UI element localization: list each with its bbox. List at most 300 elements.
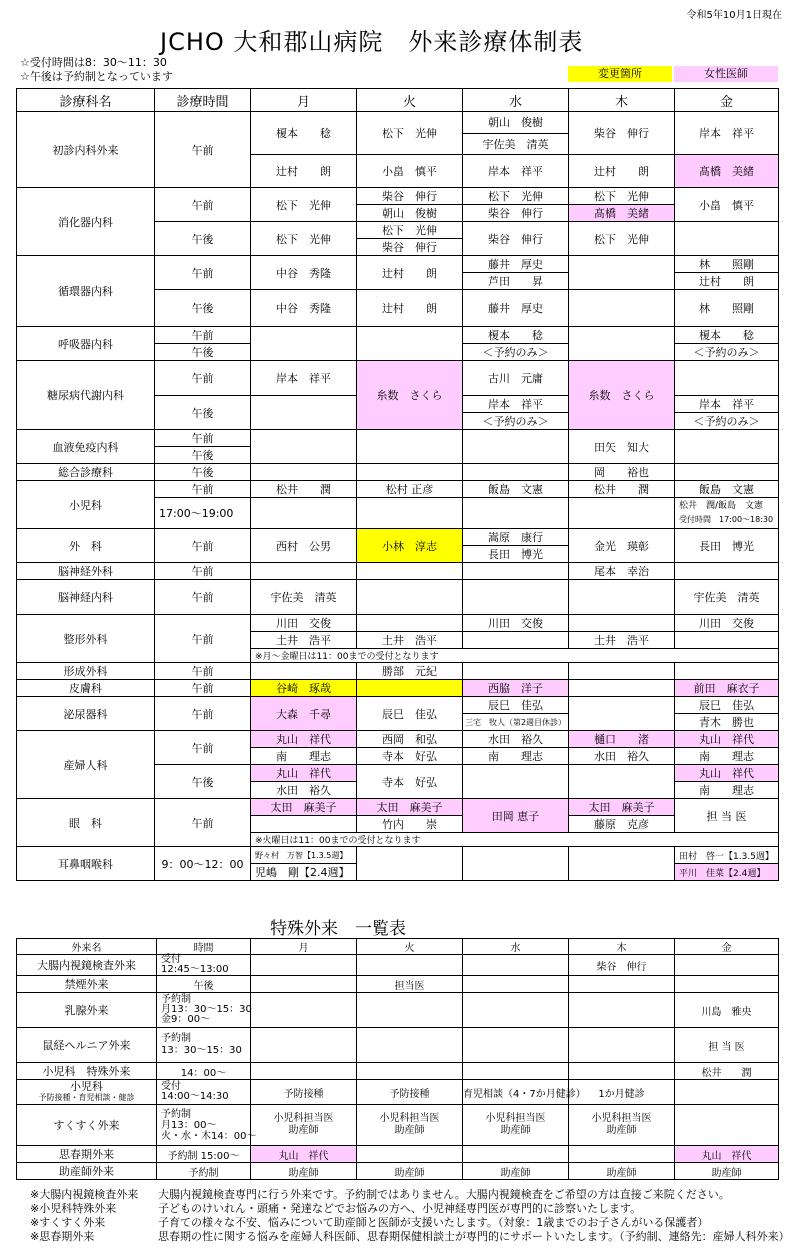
doctor-cell: 辻村 朗	[357, 290, 463, 327]
sp-name-line: 予防接種・育児相談・健診	[38, 1093, 135, 1102]
doctor-cell: 勝部 元紀	[357, 663, 463, 680]
doctor-cell	[569, 327, 675, 361]
ortho-note: ※月〜金曜日は11：00までの受付となります	[251, 649, 779, 663]
doctor-cell: 太田 麻美子	[251, 799, 357, 816]
doctor-cell: 岸本 祥平	[463, 155, 569, 188]
doctor-cell: 川田 交俊	[463, 615, 569, 632]
doctor-cell: 谷崎 琢哉	[251, 680, 357, 697]
doctor-cell: 丸山 祥代	[675, 731, 779, 748]
header-fri: 金	[675, 89, 779, 112]
dept-name: 循環器内科	[17, 256, 155, 327]
dept-name: 皮膚科	[17, 680, 155, 697]
doctor-cell: 長田 博光	[463, 546, 569, 563]
doctor-cell: 大森 千尋	[251, 697, 357, 731]
time-slot: 17:00〜19:00	[155, 498, 251, 529]
doctor-cell: 辰巳 佳弘	[463, 697, 569, 714]
doctor-cell: 寺本 好弘	[357, 748, 463, 765]
doctor-cell	[569, 680, 675, 697]
doctor-cell: 松下 光伸	[463, 188, 569, 205]
schedule-table	[16, 88, 779, 881]
dept-name: 呼吸器内科	[17, 327, 155, 361]
doctor-cell: 西脇 洋子	[463, 680, 569, 697]
doctor-cell: 松下 光伸	[357, 222, 463, 239]
sp-name: 思春期外来	[17, 1146, 157, 1163]
time-slot: 午前	[155, 799, 251, 847]
sp-cell: 予防接種	[357, 1080, 463, 1105]
time-slot: 午前	[155, 580, 251, 615]
doctor-cell: 川田 交俊	[675, 615, 779, 632]
doctor-cell: 松下 光伸	[569, 222, 675, 256]
doctor-cell	[675, 498, 779, 529]
sp-cell-line: 小児科担当医	[485, 1113, 546, 1124]
dept-name: 産婦人科	[17, 731, 155, 799]
sp-time-line: 予約制	[161, 994, 191, 1005]
special-clinic-title: 特殊外来 一覧表	[270, 919, 406, 939]
doctor-cell: 松下 光伸	[357, 112, 463, 155]
doctor-cell: 樋口 渚	[569, 731, 675, 748]
time-slot: 午前	[155, 663, 251, 680]
doctor-cell: 平川 佳菜【2.4週】	[675, 864, 779, 881]
sp-header-fri: 金	[675, 939, 779, 955]
doctor-cell: 柴谷 伸行	[569, 112, 675, 155]
doctor-cell: 青木 勝也	[675, 714, 779, 731]
doctor-cell: 水田 裕久	[463, 731, 569, 748]
sp-cell	[675, 1105, 779, 1146]
sp-cell	[357, 1063, 463, 1080]
doctor-cell	[675, 222, 779, 256]
doctor-cell	[357, 430, 463, 464]
sp-cell	[251, 1063, 357, 1080]
doctor-cell: 竹内 崇	[357, 816, 463, 833]
special-clinic-table	[16, 938, 779, 1180]
sp-cell: 予防接種	[251, 1080, 357, 1105]
sp-cell	[463, 955, 569, 976]
doctor-cell: 松下 光伸	[251, 222, 357, 256]
sp-name: 助産師外来	[17, 1163, 157, 1180]
doctor-cell	[357, 464, 463, 481]
sp-name: すくすく外来	[17, 1105, 157, 1146]
sp-time-line: 予約制	[161, 1033, 191, 1044]
doctor-cell: 朝山 俊樹	[357, 205, 463, 222]
doctor-cell	[463, 632, 569, 649]
doctor-cell: 野々村 万智【1.3.5週】	[251, 847, 357, 864]
sp-cell	[251, 1028, 357, 1063]
doctor-cell: 榎本 稔	[675, 327, 779, 344]
doctor-cell: 田矢 知大	[569, 430, 675, 464]
doctor-cell	[251, 464, 357, 481]
sp-time-line: 13：30〜15：30	[161, 1045, 242, 1056]
sp-cell	[251, 955, 357, 976]
doctor-cell: 岸本 祥平	[675, 396, 779, 413]
doctor-cell	[569, 615, 675, 632]
dept-name: 小児科	[17, 481, 155, 529]
dept-name: 泌尿器科	[17, 697, 155, 731]
sp-time: 14：00〜	[157, 1063, 251, 1080]
sp-cell	[675, 955, 779, 976]
sp-time	[157, 1105, 257, 1146]
sp-cell-line: 小児科担当医	[273, 1113, 334, 1124]
sp-time	[157, 993, 251, 1028]
doctor-cell: 宇佐美 清英	[463, 133, 569, 155]
doctor-cell	[463, 765, 569, 799]
doctor-cell: 辻村 朗	[357, 256, 463, 290]
doctor-cell: 松下 光伸	[251, 188, 357, 222]
doctor-cell: 糸数 さくら	[569, 361, 675, 430]
doctor-cell: 金光 瑛彰	[569, 529, 675, 563]
doctor-cell	[675, 430, 779, 464]
sp-cell	[251, 1105, 357, 1146]
doctor-cell	[463, 847, 569, 881]
doctor-cell	[357, 847, 463, 881]
doctor-cell: 藤井 厚史	[463, 290, 569, 327]
dept-name: 消化器内科	[17, 188, 155, 256]
doctor-cell: ＜予約のみ＞	[675, 344, 779, 361]
doctor-cell	[357, 680, 463, 697]
doctor-cell	[569, 256, 675, 290]
sp-name: 禁煙外来	[17, 976, 157, 993]
time-slot: 午後	[155, 464, 251, 481]
doctor-cell: 尾本 幸治	[569, 563, 675, 580]
sp-cell	[463, 1063, 569, 1080]
time-slot: 午後	[155, 290, 251, 327]
doctor-cell: 太田 麻美子	[569, 799, 675, 816]
sp-name: 乳腺外来	[17, 993, 157, 1028]
time-slot: 午後	[155, 222, 251, 256]
doctor-cell: 岡 裕也	[569, 464, 675, 481]
sp-cell	[357, 1028, 463, 1063]
doctor-cell: 松下 光伸	[569, 188, 675, 205]
doctor-cell: 林 照剛	[675, 290, 779, 327]
doctor-cell: 南 理志	[463, 748, 569, 765]
doctor-cell: 小畠 慎平	[675, 188, 779, 222]
doctor-cell: 岸本 祥平	[675, 112, 779, 155]
sp-time-line: 金9：00〜	[161, 1014, 211, 1025]
doctor-cell: 林 照剛	[675, 256, 779, 273]
dept-name: 外 科	[17, 529, 155, 563]
doctor-cell: 田岡 恵子	[463, 799, 569, 833]
doctor-cell: 辰巳 佳弘	[675, 697, 779, 714]
sp-header-time: 時間	[157, 939, 251, 955]
doctor-cell: 飯島 文憲	[463, 481, 569, 498]
effective-date: 令和5年10月1日現在	[686, 10, 782, 21]
time-slot: 午前	[155, 731, 251, 765]
doctor-cell	[357, 580, 463, 615]
doctor-cell	[251, 396, 357, 430]
sp-time-line: 月13：00〜	[161, 1119, 217, 1131]
sp-cell	[357, 1105, 463, 1146]
dept-name: 初診内科外来	[17, 112, 155, 188]
time-slot: 午前	[155, 430, 251, 447]
sp-cell	[463, 1028, 569, 1063]
sp-time	[157, 1028, 251, 1063]
doctor-cell: 辻村 朗	[569, 155, 675, 188]
doctor-cell: ＜予約のみ＞	[675, 413, 779, 430]
doctor-cell	[675, 464, 779, 481]
sp-cell-line: 助産師	[394, 1125, 425, 1136]
ped-evening-hours: 受付時間 17:00〜18:30	[679, 515, 774, 524]
dept-name: 耳鼻咽喉科	[17, 847, 155, 881]
sp-cell	[463, 976, 569, 993]
special-header-row	[17, 939, 779, 955]
doctor-cell	[251, 663, 357, 680]
doctor-cell: 南 理志	[675, 748, 779, 765]
time-slot: 午後	[155, 447, 251, 464]
doctor-cell: 児嶋 剛【2.4週】	[251, 864, 357, 881]
doctor-cell	[463, 498, 569, 529]
doctor-cell: ＜予約のみ＞	[463, 413, 569, 430]
time-slot: 午前	[155, 361, 251, 396]
sp-cell	[569, 976, 675, 993]
doctor-cell: 寺本 好弘	[357, 765, 463, 799]
doctor-cell: 髙橋 美緒	[569, 205, 675, 222]
doctor-cell: 辻村 朗	[251, 155, 357, 188]
sp-cell	[251, 976, 357, 993]
doctor-cell: 飯島 文憲	[675, 481, 779, 498]
doctor-cell: 水田 裕久	[251, 782, 357, 799]
doctor-cell: ＜予約のみ＞	[463, 344, 569, 361]
doctor-cell: 西岡 和弘	[357, 731, 463, 748]
sp-cell: 松井 潤	[675, 1063, 779, 1080]
dept-name: 眼 科	[17, 799, 155, 847]
time-slot: 午前	[155, 256, 251, 290]
header-thu: 木	[569, 89, 675, 112]
sp-cell: 助産師	[569, 1163, 675, 1180]
legend-female: 女性医師	[674, 66, 778, 82]
sp-cell: 柴谷 伸行	[569, 955, 675, 976]
sp-cell: 担当医	[357, 976, 463, 993]
doctor-cell	[357, 498, 463, 529]
sp-cell	[357, 1146, 463, 1163]
sp-cell-line: 助産師	[500, 1125, 531, 1136]
doctor-cell: 岸本 祥平	[251, 361, 357, 396]
sp-cell: 丸山 祥代	[675, 1146, 779, 1163]
dept-name: 脳神経外科	[17, 563, 155, 580]
doctor-cell	[463, 430, 569, 464]
doctor-cell: 朝山 俊樹	[463, 112, 569, 134]
dept-name: 形成外科	[17, 663, 155, 680]
doctor-cell: 土井 浩平	[251, 632, 357, 649]
doctor-cell: 藤原 克彦	[569, 816, 675, 833]
sp-time-line: 12:45〜13:00	[161, 964, 229, 975]
doctor-cell: 柴谷 伸行	[463, 205, 569, 222]
footnote-text: 大腸内視鏡検査専門に行う外来です。予約制ではありません。大腸内視鏡検査をご希望の方は直接ご来院ください。	[158, 1188, 730, 1201]
doctor-cell	[251, 430, 357, 464]
footnote-head: ※大腸内視鏡検査外来	[30, 1188, 139, 1201]
footnote	[30, 1228, 790, 1244]
doctor-cell	[463, 563, 569, 580]
sp-header-thu: 木	[569, 939, 675, 955]
header-mon: 月	[251, 89, 357, 112]
sp-cell: 助産師	[463, 1163, 569, 1180]
doctor-cell: 藤井 厚史	[463, 256, 569, 273]
doctor-cell: 髙橋 美緒	[675, 155, 779, 188]
doctor-cell: 柴谷 伸行	[357, 188, 463, 205]
sp-time-line: 月13：30〜15：30	[161, 1004, 252, 1015]
doctor-cell	[675, 663, 779, 680]
sp-time	[157, 955, 251, 976]
doctor-cell	[357, 615, 463, 632]
doctor-cell: 辰巳 佳弘	[357, 697, 463, 731]
doctor-cell: 松村 正彦	[357, 481, 463, 498]
afternoon-note: ☆午後は予約制となっています	[20, 70, 173, 83]
sp-name: 鼠経ヘルニア外来	[17, 1028, 157, 1063]
sp-header-tue: 火	[357, 939, 463, 955]
sp-time-line: 受付	[161, 1081, 181, 1092]
doctor-cell: 糸数 さくら	[357, 361, 463, 430]
doctor-cell: 三宅 牧人（第2週目休診）	[463, 714, 569, 731]
sp-cell	[569, 1105, 675, 1146]
dept-name: 脳神経内科	[17, 580, 155, 615]
doctor-cell: 小林 淳志	[357, 529, 463, 563]
doctor-cell	[569, 663, 675, 680]
doctor-cell: 宇佐美 清英	[251, 580, 357, 615]
doctor-cell	[569, 697, 675, 731]
doctor-cell: 田村 啓一【1.3.5週】	[675, 847, 779, 864]
doctor-cell: 川田 交俊	[251, 615, 357, 632]
sp-cell	[357, 993, 463, 1028]
footnote-head: ※思春期外来	[30, 1230, 95, 1243]
doctor-cell	[463, 580, 569, 615]
sp-cell: 丸山 祥代	[251, 1146, 357, 1163]
doctor-cell: 水田 裕久	[569, 748, 675, 765]
sp-header-mon: 月	[251, 939, 357, 955]
header-row	[17, 89, 779, 112]
sp-cell	[463, 1146, 569, 1163]
sp-cell-line: 小児科担当医	[591, 1113, 652, 1124]
time-slot: 午前	[155, 112, 251, 188]
footnote-head: ※すくすく外来	[30, 1216, 106, 1229]
time-slot: 午後	[155, 765, 251, 799]
time-slot: 午前	[155, 563, 251, 580]
doctor-cell: 担 当 医	[675, 799, 779, 833]
doctor-cell	[569, 580, 675, 615]
doctor-cell: 土井 浩平	[357, 632, 463, 649]
footnote-text: 思春期の性に関する悩みを産婦人科医師、思春期保健相談士が専門的にサポートいたします。（予約制、連絡先：産婦人科外来）	[158, 1230, 790, 1243]
sp-cell-line: 助産師	[606, 1125, 637, 1136]
doctor-cell: 中谷 秀隆	[251, 256, 357, 290]
doctor-cell: 辻村 朗	[675, 273, 779, 290]
sp-cell	[569, 1028, 675, 1063]
sp-cell	[675, 1080, 779, 1105]
doctor-cell: 松井 潤	[251, 481, 357, 498]
doctor-cell: 南 理志	[675, 782, 779, 799]
sp-cell	[463, 1105, 569, 1146]
time-slot: 午前	[155, 680, 251, 697]
doctor-cell	[675, 632, 779, 649]
footnote-text: 子育ての様々な不安、悩みについて助産師と医師が支援いたします。（対象：1歳までのお子さんがいる保護者）	[158, 1216, 709, 1229]
doctor-cell: 芦田 昇	[463, 273, 569, 290]
time-slot: 午前	[155, 615, 251, 663]
sp-cell	[569, 1146, 675, 1163]
dept-name: 整形外科	[17, 615, 155, 663]
sp-cell: 助産師	[675, 1163, 779, 1180]
doctor-cell: 太田 麻美子	[357, 799, 463, 816]
time-slot: 午前	[155, 188, 251, 222]
doctor-cell: 中谷 秀隆	[251, 290, 357, 327]
doctor-cell: 柴谷 伸行	[463, 222, 569, 256]
doctor-cell	[569, 847, 675, 881]
sp-cell	[569, 1063, 675, 1080]
doctor-cell: 南 理志	[251, 748, 357, 765]
sp-time-line: 14:00〜14:30	[161, 1091, 229, 1102]
doctor-cell	[251, 816, 357, 833]
doctor-cell	[251, 498, 357, 529]
sp-cell: 川島 雅央	[675, 993, 779, 1028]
doctor-cell	[251, 327, 357, 361]
sp-cell	[251, 993, 357, 1028]
header-dept: 診療科名	[17, 89, 155, 112]
doctor-cell: 丸山 祥代	[251, 765, 357, 782]
sp-name	[17, 1080, 157, 1105]
sp-cell	[675, 976, 779, 993]
time-slot: 午前	[155, 481, 251, 498]
sp-time	[157, 1080, 251, 1105]
sp-time: 予約制	[157, 1163, 251, 1180]
doctor-cell: 嵩原 康行	[463, 529, 569, 546]
sp-cell: 育児相談（4・7か月健診）	[463, 1080, 569, 1105]
header-wed: 水	[463, 89, 569, 112]
doctor-cell: 榎本 稔	[463, 327, 569, 344]
doctor-cell: 古川 元庸	[463, 361, 569, 396]
sp-time-line: 受付	[161, 954, 181, 965]
footnote-text: 子どものけいれん・頭痛・発達などでお悩みの方へ、小児神経専門医が専門的に診察いたします。	[158, 1202, 642, 1215]
doctor-cell: 宇佐美 清英	[675, 580, 779, 615]
doctor-cell	[463, 663, 569, 680]
dept-name: 血液免疫内科	[17, 430, 155, 464]
sp-name-line: 小児科	[70, 1080, 103, 1093]
sp-header-wed: 水	[463, 939, 569, 955]
doctor-cell: 土井 浩平	[569, 632, 675, 649]
time-slot: 午前	[155, 697, 251, 731]
dept-name: 糖尿病代謝内科	[17, 361, 155, 430]
doctor-cell: 前田 麻衣子	[675, 680, 779, 697]
eye-note: ※火曜日は11：00までの受付となります	[251, 833, 779, 847]
doctor-cell: 西村 公男	[251, 529, 357, 563]
reception-hours-note: ☆受付時間は8：30〜11：30	[20, 56, 167, 69]
header-tue: 火	[357, 89, 463, 112]
footnote-head: ※小児科特殊外来	[30, 1202, 117, 1215]
time-slot: 9：00〜12：00	[155, 847, 251, 881]
doctor-cell: 榎本 稔	[251, 112, 357, 155]
sp-time: 午後	[157, 976, 251, 993]
sp-cell: 1か月健診	[569, 1080, 675, 1105]
doctor-cell: 長田 博光	[675, 529, 779, 563]
doctor-cell: 丸山 祥代	[251, 731, 357, 748]
time-slot: 午後	[155, 396, 251, 430]
doctor-cell	[675, 361, 779, 396]
doctor-cell: 松井 潤	[569, 481, 675, 498]
ped-evening-doctors: 松井 潤/飯島 文憲	[679, 501, 764, 511]
sp-name: 大腸内視鏡検査外来	[17, 955, 157, 976]
header-time: 診療時間	[155, 89, 251, 112]
doctor-cell	[569, 290, 675, 327]
doctor-cell	[251, 563, 357, 580]
sp-cell: 助産師	[357, 1163, 463, 1180]
doctor-cell	[569, 765, 675, 799]
doctor-cell	[463, 464, 569, 481]
sp-cell	[569, 993, 675, 1028]
legend-changed: 変更箇所	[568, 66, 672, 82]
sp-cell	[357, 955, 463, 976]
sp-cell-line: 助産師	[288, 1125, 319, 1136]
doctor-cell	[569, 498, 675, 529]
sp-header-name: 外来名	[17, 939, 157, 955]
time-slot: 午後	[155, 344, 251, 361]
sp-time-line: 予約制	[161, 1108, 191, 1120]
time-slot: 午前	[155, 529, 251, 563]
doctor-cell	[675, 563, 779, 580]
sp-name: 小児科 特殊外来	[17, 1063, 157, 1080]
